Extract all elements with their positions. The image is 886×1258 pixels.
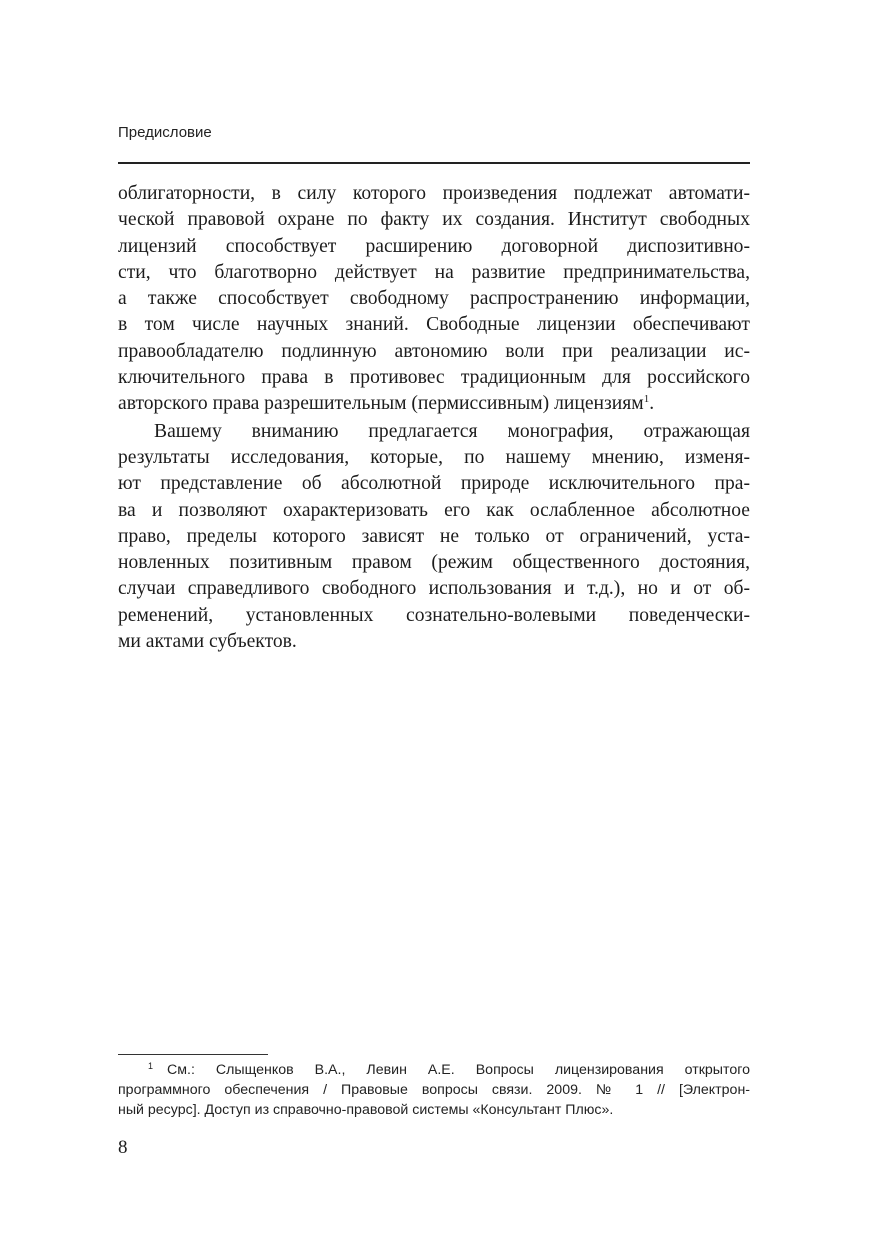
text-line: ми актами субъектов. — [118, 631, 297, 653]
text-line — [118, 391, 750, 417]
text-line: ческой правовой охране по факту их создания. Институт свободных — [118, 209, 750, 231]
text-line: сти, что благотворно действует на развитие предпринимательства, — [118, 261, 750, 283]
footnote-line — [118, 1060, 750, 1080]
text-line: ключительного права в противовес традиционным для российского — [118, 367, 750, 389]
footnote-number: 1 — [148, 1061, 154, 1071]
text-line: новленных позитивным правом (режим общественного достояния, — [118, 552, 750, 574]
text-line: право, пределы которого зависят не только от ограничений, уста- — [118, 525, 750, 547]
text-line: а также способствует свободному распространению информации, — [118, 288, 750, 310]
paragraph-1 — [118, 181, 750, 418]
header-divider — [118, 162, 750, 164]
running-header: Предисловие — [118, 124, 212, 141]
text-line: случаи справедливого свободного использования и т.д.), но и от об- — [118, 578, 750, 600]
text-line: лицензий способствует расширению договорной диспозитивно- — [118, 235, 750, 257]
text-line: облигаторности, в силу которого произведения подлежат автомати- — [118, 183, 750, 204]
footnote-reference[interactable]: 1 — [643, 393, 650, 406]
body-text — [118, 181, 750, 655]
text-line: правообладателю подлинную автономию воли при реализации ис- — [118, 340, 750, 362]
text-line: ва и позволяют охарактеризовать его как ослабленное абсолютное — [118, 499, 750, 521]
text-line: Вашему вниманию предлагается монография, отражающая — [154, 420, 750, 442]
footnote — [118, 1060, 750, 1120]
text-line: в том числе научных знаний. Свободные лицензии обеспечивают — [118, 314, 750, 336]
footnote-line: ный ресурс]. Доступ из справочно-правовой системы «Консультант Плюс». — [118, 1102, 614, 1118]
text-fragment: авторского права разрешительным (пермиссивным) лицензиям — [118, 393, 644, 415]
footnote-text: См.: Слыщенков В.А., Левин А.Е. Вопросы лицензирования открытого — [167, 1062, 750, 1078]
footnote-line: программного обеспечения / Правовые вопросы связи. 2009. № 1 // [Электрон- — [118, 1082, 750, 1098]
footnote-divider — [118, 1054, 268, 1055]
paragraph-2 — [118, 419, 750, 656]
text-line: результаты исследования, которые, по нашему мнению, изменя- — [118, 446, 750, 468]
text-line: ременений, установленных сознательно-волевыми поведенчески- — [118, 604, 750, 626]
text-line: ют представление об абсолютной природе исключительного пра- — [118, 473, 750, 495]
text-fragment: . — [649, 393, 655, 415]
page-number: 8 — [118, 1137, 128, 1158]
